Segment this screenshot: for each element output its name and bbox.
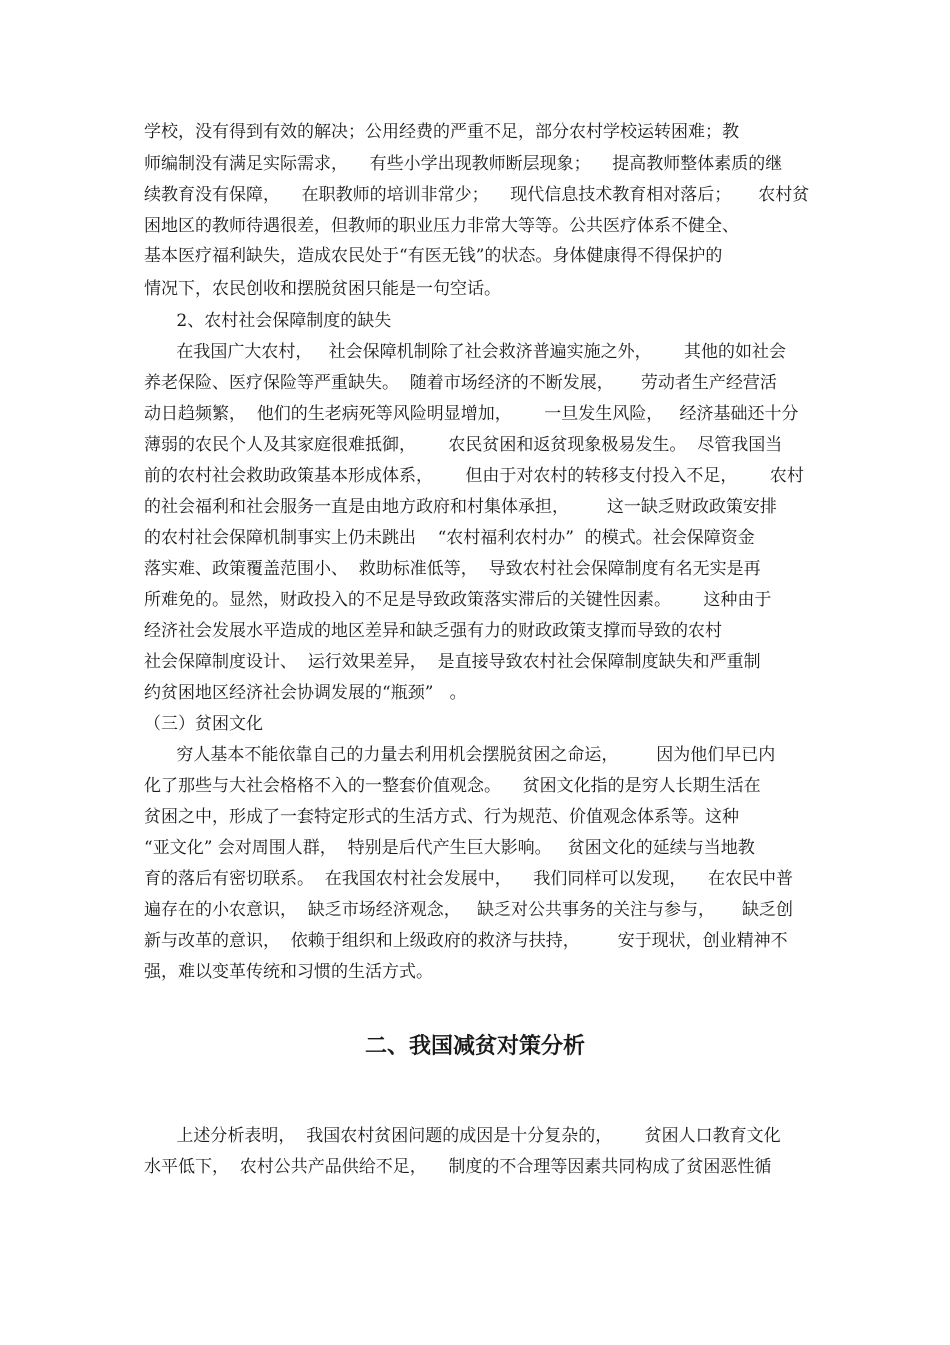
text-line: 新与改革的意识， 依赖于组织和上级政府的救济与扶持， 安于现状，创业精神不 [144,931,788,951]
section-heading: 二、我国减贫对策分析 [364,1034,585,1059]
text-line: 前的农村社会救助政策基本形成体系， 但由于对农村的转移支付投入不足， 农村 [144,466,804,486]
text-line: 养老保险、医疗保险等严重缺失。 随着市场经济的不断发展， 劳动者生产经营活 [144,373,777,393]
text-line: 续教育没有保障， 在职教师的培训非常少； 现代信息技术教育相对落后； 农村贫 [144,185,810,205]
text-line: 化了那些与大社会格格不入的一整套价值观念。 贫困文化指的是穷人长期生活在 [144,776,761,796]
text-line: 社会保障制度设计、 运行效果差异， 是直接导致农村社会保障制度缺失和严重制 [144,652,761,672]
text-line: 的社会福利和社会服务一直是由地方政府和村集体承担， 这一缺乏财政政策安排 [144,497,777,517]
text-line: 落实难、政策覆盖范围小、 救助标准低等， 导致农村社会保障制度有名无实是再 [144,559,761,579]
text-line: 经济社会发展水平造成的地区差异和缺乏强有力的财政政策支撑而导致的农村 [144,621,722,641]
text-line: 薄弱的农民个人及其家庭很难抵御， 农民贫困和返贫现象极易发生。 尽管我国当 [144,435,783,455]
text-line: 动日趋频繁， 他们的生老病死等风险明显增加， 一旦发生风险， 经济基础还十分 [144,404,799,424]
text-line: 穷人基本不能依靠自己的力量去利用机会摆脱贫困之命运， 因为他们早已内 [144,745,776,765]
text-line: 的农村社会保障机制事实上仍未跳出 “农村福利农村办” 的模式。社会保障资金 [144,528,755,548]
text-line: 学校，没有得到有效的解决；公用经费的严重不足，部分农村学校运转困难；教 [144,122,739,142]
subsection-heading: 2、农村社会保障制度的缺失 [144,311,392,331]
text-line: 上述分析表明， 我国农村贫困问题的成因是十分复杂的， 贫困人口教育文化 [144,1126,781,1146]
text-line: 困地区的教师待遇很差，但教师的职业压力非常大等等。公共医疗体系不健全、 [144,216,739,236]
text-line: “亚文化” 会对周围人群， 特别是后代产生巨大影响。 贫困文化的延续与当地教 [144,838,755,858]
subsection-heading: （三）贫困文化 [144,714,263,734]
text-line: 师编制没有满足实际需求， 有些小学出现教师断层现象； 提高教师整体素质的继 [144,154,783,174]
text-line: 育的落后有密切联系。 在我国农村社会发展中， 我们同样可以发现， 在农民中普 [144,869,794,889]
text-line: 在我国广大农村， 社会保障机制除了社会救济普遍实施之外， 其他的如社会 [144,342,787,362]
text-line: 基本医疗福利缺失，造成农民处于“有医无钱”的状态。身体健康得不得保护的 [144,246,723,266]
text-line: 约贫困地区经济社会协调发展的“瓶颈” 。 [144,683,467,703]
text-line: 所难免的。显然，财政投入的不足是导致政策落实滞后的关键性因素。 这种由于 [144,590,772,610]
text-line: 水平低下， 农村公共产品供给不足， 制度的不合理等因素共同构成了贫困恶性循 [144,1157,772,1177]
text-line: 贫困之中，形成了一套特定形式的生活方式、行为规范、价值观念体系等。这种 [144,807,739,827]
text-line: 遍存在的小农意识， 缺乏市场经济观念， 缺乏对公共事务的关注与参与， 缺乏创 [144,900,794,920]
text-line: 强，难以变革传统和习惯的生活方式。 [144,962,433,982]
text-line: 情况下，农民创收和摆脱贫困只能是一句空话。 [144,279,501,299]
